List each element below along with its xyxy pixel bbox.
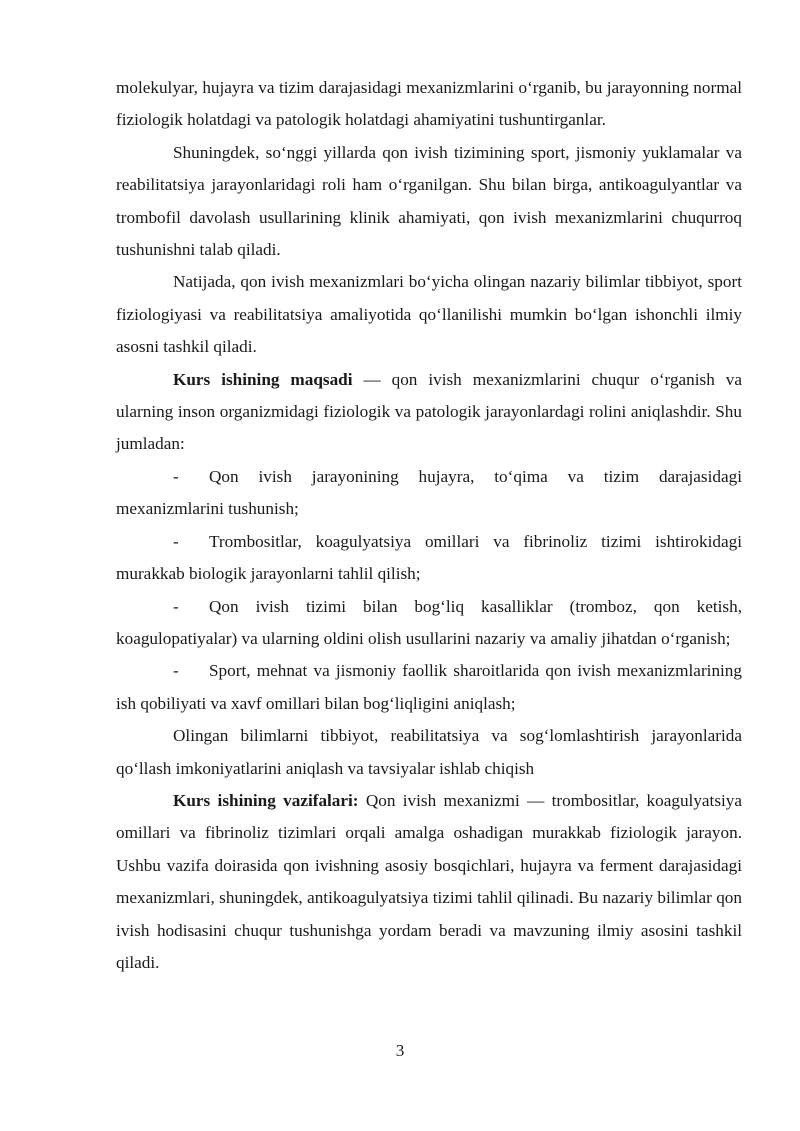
course-goal-heading: Kurs ishining maqsadi bbox=[173, 369, 353, 389]
list-item bbox=[116, 526, 742, 591]
list-item bbox=[116, 591, 742, 656]
list-item-text: Sport, mehnat va jismoniy faollik sharoitlarida qon ivish mexanizmlarining ish qobiliyati va xavf omillari bilan bog‘liqligini aniqlash; bbox=[116, 661, 742, 713]
list-dash: - bbox=[173, 531, 179, 551]
paragraph-intro-continuation bbox=[116, 72, 742, 137]
paragraph-text: Olingan bilimlarni tibbiyot, reabilitatsiya va sog‘lomlashtirish jarayonlarida qo‘llash imkoniyatlarini aniqlash va tavsiyalar ishlab chiqish bbox=[116, 726, 742, 778]
list-item-text: Trombositlar, koagulyatsiya omillari va fibrinoliz tizimi ishtirokidagi murakkab biologik jarayonlarni tahlil qilish; bbox=[116, 531, 742, 584]
paragraph-course-tasks bbox=[116, 785, 742, 979]
paragraph-text: Qon ivish mexanizmi — trombositlar, koagulyatsiya omillari va fibrinoliz tizimlari orqali amalga oshadigan murakkab fiziologik jarayon. Ushbu vazifa doirasida qon ivishning asosiy bosqichlari, hujayra va ferment darajasidagi mexanizmlari, shuningdek, antikoagulyatsiya tizimi tahlil qilinadi. Bu nazariy bilimlar qon ivish hodisasini chuqur tushunishga yordam beradi va mavzuning ilmiy asosini tashkil qiladi. bbox=[116, 790, 743, 972]
list-item-text: Qon ivish jarayonining hujayra, to‘qima va tizim darajasidagi mexanizmlarini tushunish; bbox=[116, 466, 742, 519]
list-dash: - bbox=[173, 466, 179, 486]
paragraph-text: — qon ivish mexanizmlarini chuqur o‘rganish va ularning inson organizmidagi fiziologik va patologik jarayonlardagi rolini aniqlashdir. Shu jumladan: bbox=[116, 369, 742, 454]
list-item bbox=[116, 655, 742, 720]
list-dash: - bbox=[173, 661, 179, 681]
paragraph-text: Natijada, qon ivish mexanizmlari bo‘yicha olingan nazariy bilimlar tibbiyot, sport fiziologiyasi va reabilitatsiya amaliyotida qo‘llanilishi mumkin bo‘lgan ishonchli ilmiy asosni tashkil qiladi. bbox=[116, 272, 742, 357]
page-number: 3 bbox=[395, 1041, 405, 1060]
list-item-text: Qon ivish tizimi bilan bog‘liq kasalliklar (tromboz, qon ketish, koagulopatiyalar) va ularning oldini olish usullarini nazariy va amaliy jihatdan o‘rganish; bbox=[116, 596, 742, 648]
paragraph-recent-studies bbox=[116, 137, 742, 267]
paragraph-course-goal bbox=[116, 364, 742, 461]
paragraph-after-list bbox=[116, 720, 742, 785]
document-page bbox=[116, 72, 742, 979]
paragraph-text: Shuningdek, so‘nggi yillarda qon ivish tizimining sport, jismoniy yuklamalar va reabilitatsiya jarayonlaridagi roli ham o‘rganilgan. Shu bilan birga, antikoagulyantlar va trombofil davolash usullarining klinik ahamiyati, qon ivish mexanizmlarini chuqurroq tushunishni talab qiladi. bbox=[116, 142, 742, 260]
list-dash: - bbox=[173, 596, 179, 616]
list-item bbox=[116, 461, 742, 526]
paragraph-text: molekulyar, hujayra va tizim darajasidagi mexanizmlarini o‘rganib, bu jarayonning normal fiziologik holatdagi va patologik holatdagi ahamiyatini tushuntirganlar. bbox=[116, 78, 742, 130]
course-tasks-heading: Kurs ishining vazifalari: bbox=[173, 790, 359, 810]
paragraph-conclusion bbox=[116, 266, 742, 363]
